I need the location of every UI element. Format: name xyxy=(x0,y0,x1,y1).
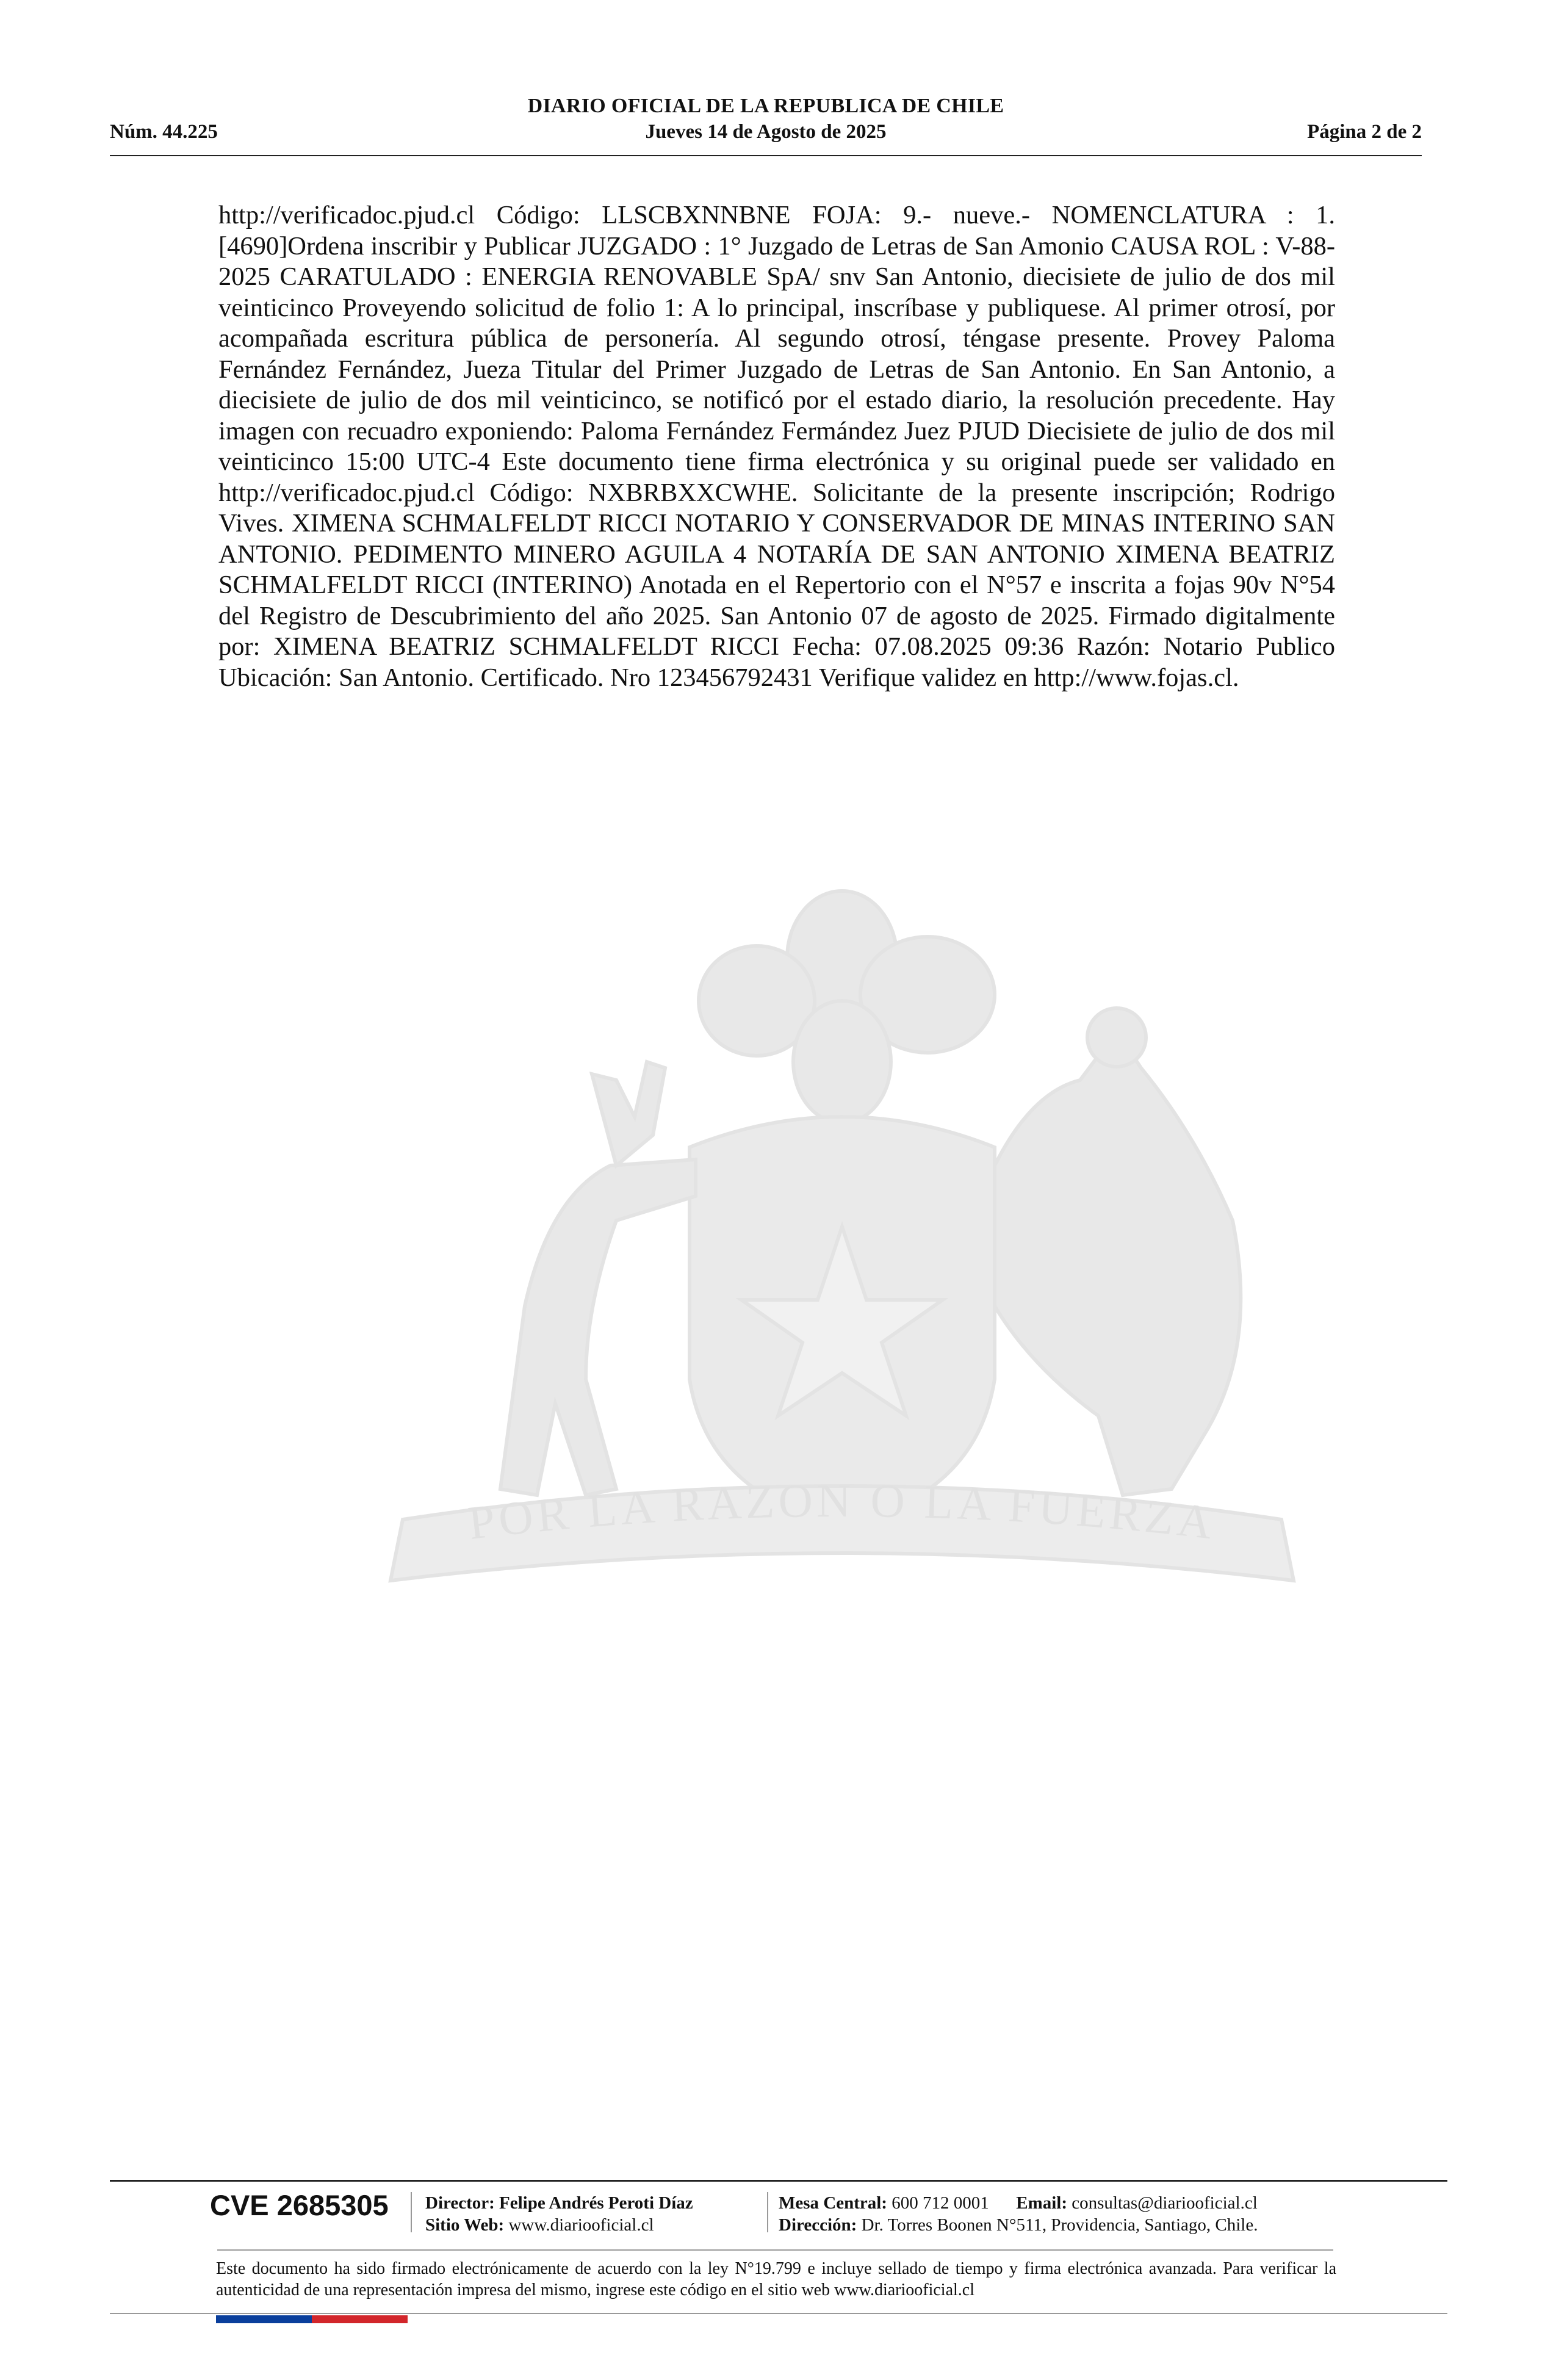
director-label: Director: xyxy=(425,2193,495,2213)
issue-number: Núm. 44.225 xyxy=(110,121,218,143)
footer-separator xyxy=(767,2192,768,2232)
phone-number: 600 712 0001 xyxy=(891,2193,989,2213)
coat-of-arms-watermark xyxy=(330,879,1355,1684)
email-link[interactable]: consultas@diariooficial.cl xyxy=(1072,2193,1258,2213)
footer-contact-block xyxy=(779,2192,1258,2236)
footer-divider-top xyxy=(110,2180,1447,2182)
publication-date: Jueves 14 de Agosto de 2025 xyxy=(645,121,887,143)
document-body: http://verificadoc.pjud.cl Código: LLSCBXNNBNE FOJA: 9.- nueve.- NOMENCLATURA : 1. [4690]Ordena inscribir y Publicar JUZGADO : 1° Juzgado de Letras de San Amonio CAUSA ROL : V-88-2025 CARATULADO : ENERGIA RENOVABLE SpA/ snv San Antonio, diecisiete de julio de dos mil veinticinco Proveyendo solicitud de folio 1: A lo principal, inscríbase y publiquese. Al primer otrosí, por acompañada escritura pública de personería. Al segundo otrosí, téngase presente. Provey Paloma Fernández Fernández, Jueza Titular del Primer Juzgado de Letras de San Antonio. En San Antonio, a diecisiete de julio de dos mil veinticinco, se notificó por el estado diario, la resolución precedente. Hay imagen con recuadro exponiendo: Paloma Fernández Fermández Juez PJUD Diecisiete de julio de dos mil veinticinco 15:00 UTC-4 Este documento tiene firma electrónica y su original puede ser validado en http://verificadoc.pjud.cl Código: NXBRBXXCWHE. Solicitante de la presente inscripción; Rodrigo Vives. XIMENA SCHMALFELDT RICCI NOTARIO Y CONSERVADOR DE MINAS INTERINO SAN ANTONIO. PEDIMENTO MINERO AGUILA 4 NOTARÍA DE SAN ANTONIO XIMENA BEATRIZ SCHMALFELDT RICCI (INTERINO) Anotada en el Repertorio con el N°57 e inscrita a fojas 90v N°54 del Registro de Descubrimiento del año 2025. San Antonio 07 de agosto de 2025. Firmado digitalmente por: XIMENA BEATRIZ SCHMALFELDT RICCI Fecha: 07.08.2025 09:36 Razón: Notario Publico Ubicación: San Antonio. Certificado. Nro 123456792431 Verifique validez en http://www.fojas.cl. xyxy=(218,201,1335,692)
plume-crest xyxy=(699,891,995,1123)
huemul-figure xyxy=(500,1062,696,1495)
footer-divider-bottom xyxy=(110,2313,1447,2314)
page-indicator: Página 2 de 2 xyxy=(1307,121,1422,143)
website-label: Sitio Web: xyxy=(425,2215,505,2235)
flag-blue-segment xyxy=(216,2315,312,2323)
flag-red-segment xyxy=(312,2315,408,2323)
website-link[interactable]: www.diariooficial.cl xyxy=(508,2215,654,2235)
phone-label: Mesa Central: xyxy=(779,2193,887,2213)
footer-separator xyxy=(411,2192,412,2232)
footer-divider-middle xyxy=(217,2249,1333,2251)
director-name: Felipe Andrés Peroti Díaz xyxy=(499,2193,693,2213)
publication-title: DIARIO OFICIAL DE LA REPUBLICA DE CHILE xyxy=(527,95,1004,117)
flag-color-bar xyxy=(216,2315,408,2323)
seal-motto: POR LA RAZON O LA FUERZA xyxy=(465,1473,1219,1550)
page-header xyxy=(110,95,1422,156)
header-divider xyxy=(110,155,1422,156)
email-label: Email: xyxy=(1016,2193,1067,2213)
condor-figure xyxy=(995,1008,1241,1495)
address-value: Dr. Torres Boonen N°511, Providencia, Santiago, Chile. xyxy=(861,2215,1258,2235)
cve-code: CVE 2685305 xyxy=(210,2189,389,2221)
footer-director-block xyxy=(425,2192,693,2236)
address-label: Dirección: xyxy=(779,2215,857,2235)
legal-notice: Este documento ha sido firmado electrónicamente de acuerdo con la ley N°19.799 e incluye sellado de tiempo y firma electrónica avanzada. Para verificar la autenticidad de una representación impresa del mismo, ingrese este código en el sitio web www.diariooficial.cl xyxy=(216,2259,1336,2299)
